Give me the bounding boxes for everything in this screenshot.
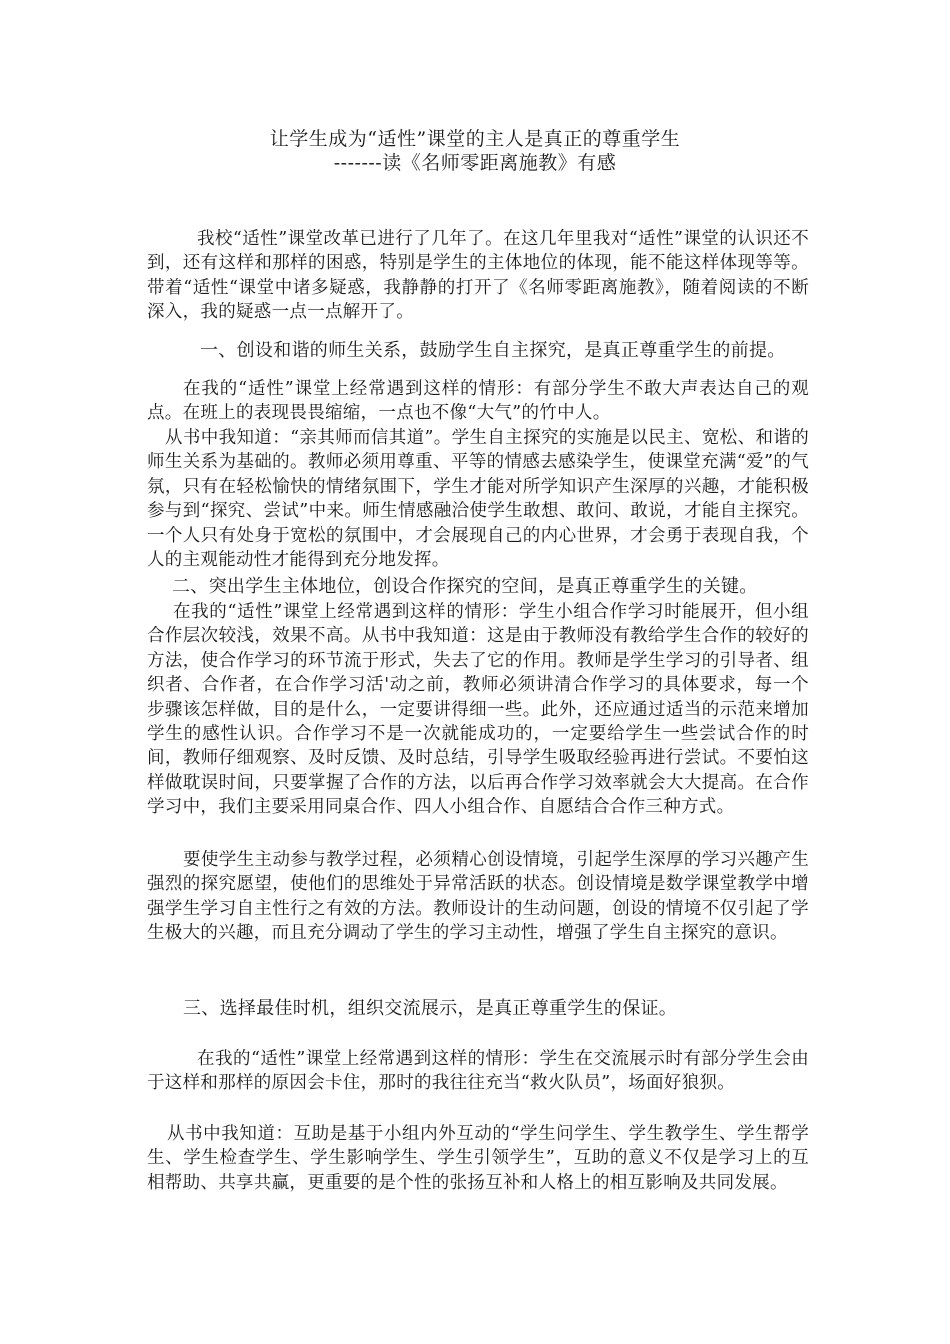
document-subtitle: -------读《名师零距离施教》有感 xyxy=(333,152,617,174)
section-1-paragraph-1: 在我的“适性”课堂上经常遇到这样的情形：有部分学生不敢大声表达自己的观点。在班上的表现畏畏缩缩，一点也不像“大气”的竹中人。 xyxy=(147,379,809,424)
section-2-heading: 二、突出学生主体地位，创设合作探究的空间，是真正尊重学生的关键。 xyxy=(172,576,758,597)
section-3-heading: 三、选择最佳时机，组织交流展示，是真正尊重学生的保证。 xyxy=(183,998,678,1019)
document-title: 让学生成为“适性”课堂的主人是真正的尊重学生 xyxy=(269,128,681,150)
section-2-paragraph-1: 在我的“适性”课堂上经常遇到这样的情形：学生小组合作学习时能展开，但小组合作层次较浅，效果不高。从书中我知道：这是由于教师没有教给学生合作的较好的方法，使合作学习的环节流于形式，失去了它的作用。教师是学生学习的引导者、组织者、合作者，在合作学习活'动之前，教师必须讲清合作学习的具体要求，每一个步骤该怎样做，目的是什么，一定要讲得细一些。此外，还应通过适当的示范来增加学生的感性认识。合作学习不是一次就能成功的，一定要给学生一些尝试合作的时间，教师仔细观察、及时反馈、及时总结，引导学生吸取经验再进行尝试。不要怕这样做耽误时间，只要掌握了合作的方法，以后再合作学习效率就会大大提高。在合作学习中，我们主要采用同桌合作、四人小组合作、自愿结合合作三种方式。 xyxy=(147,602,809,818)
intro-paragraph: 我校“适性”课堂改革已进行了几年了。在这几年里我对“适性”课堂的认识还不到，还有这样和那样的困惑，特别是学生的主体地位的体现，能不能这样体现等等。带着“适性“课堂中诸多疑惑，我静静的打开了《名师零距离施教》，随着阅读的不断深入，我的疑惑一点一点解开了。 xyxy=(147,229,809,323)
section-2-paragraph-2: 要使学生主动参与教学过程，必须精心创设情境，引起学生深厚的学习兴趣产生强烈的探究愿望，使他们的思维处于异常活跃的状态。创设情境是数学课堂教学中增强学生学习自主性行之有效的方法。教师设计的生动问题，创设的情境不仅引起了学生极大的兴趣，而且充分调动了学生的学习主动性，增强了学生自主探究的意识。 xyxy=(147,850,809,944)
section-1-heading: 一、创设和谐的师生关系，鼓励学生自主探究，是真正尊重学生的前提。 xyxy=(200,340,786,361)
section-3-paragraph-2: 从书中我知道：互助是基于小组内外互动的“学生问学生、学生教学生、学生帮学生、学生检查学生、学生影响学生、学生引领学生”，互助的意义不仅是学习上的互相帮助、共享共赢，更重要的是个性的张扬互补和人格上的相互影响及共同发展。 xyxy=(147,1124,809,1193)
section-3-paragraph-1: 在我的“适性”课堂上经常遇到这样的情形：学生在交流展示时有部分学生会由于这样和那样的原因会卡住，那时的我往往充当“救火队员”，场面好狼狈。 xyxy=(147,1049,809,1094)
section-1-paragraph-2: 从书中我知道：“亲其师而信其道”。学生自主探究的实施是以民主、宽松、和谐的师生关系为基础的。教师必须用尊重、平等的情感去感染学生，使课堂充满“爱”的气氛，只有在轻松愉快的情绪氛围下，学生才能对所学知识产生深厚的兴趣，才能积极参与到“探究、尝试”中来。师生情感融洽使学生敢想、敢问、敢说，才能自主探究。一个人只有处身于宽松的氛围中，才会展现自己的内心世界，才会勇于表现自我，个人的主观能动性才能得到充分地发挥。 xyxy=(147,428,809,571)
